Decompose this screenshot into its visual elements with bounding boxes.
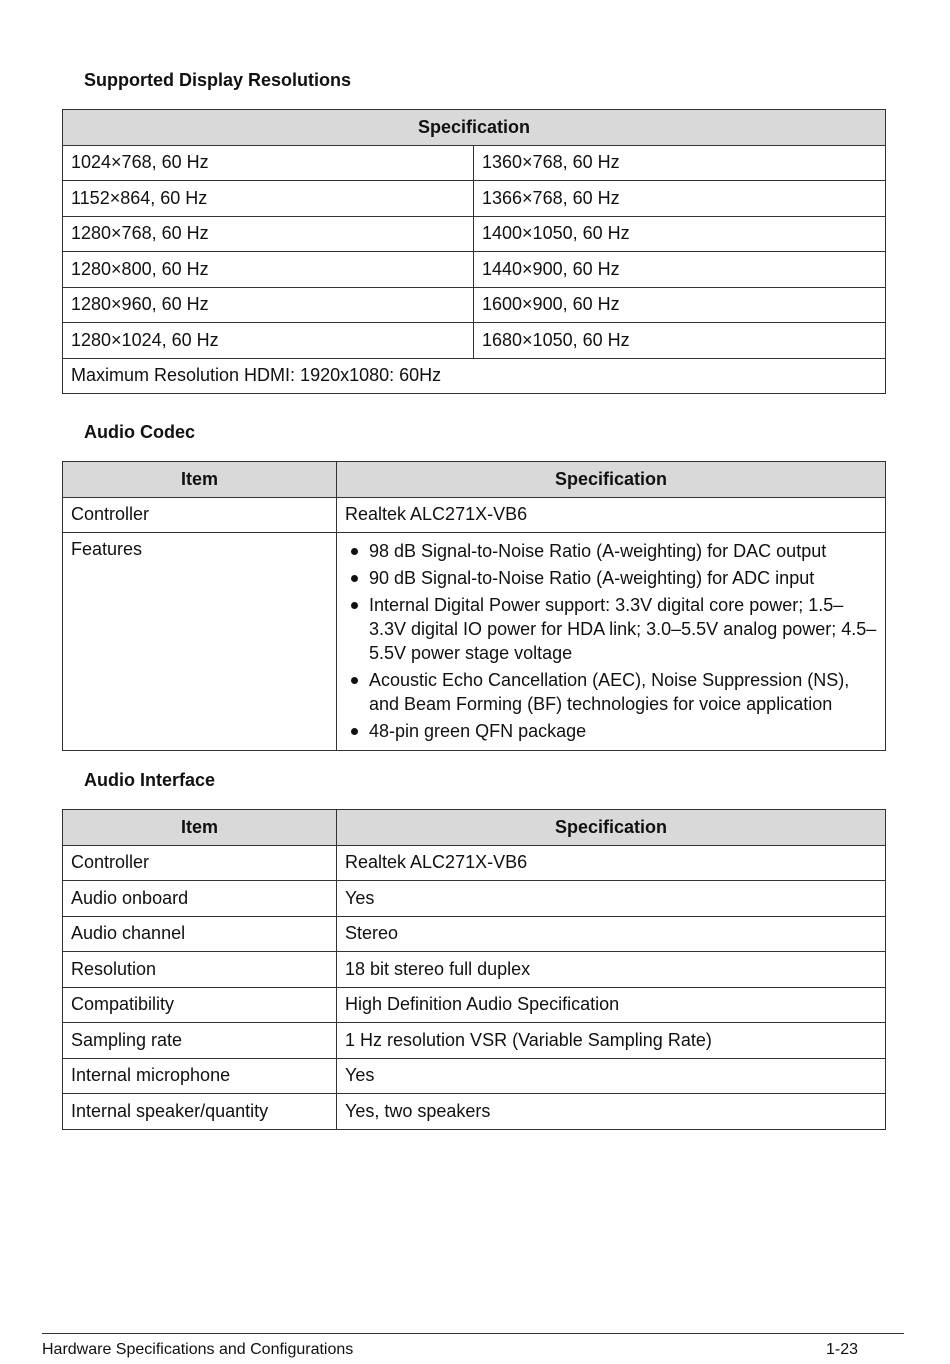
features-label-cell: Features [63, 533, 337, 751]
features-list-cell [337, 533, 886, 751]
table-cell: Controller [63, 845, 337, 881]
bullet-icon [351, 548, 358, 555]
table-cell: 1 Hz resolution VSR (Variable Sampling Rate) [337, 1023, 886, 1059]
table-cell: 1360×768, 60 Hz [474, 145, 886, 181]
list-item [345, 719, 877, 743]
table-cell: High Definition Audio Specification [337, 987, 886, 1023]
table-cell: Realtek ALC271X-VB6 [337, 845, 886, 881]
table-row [63, 952, 886, 988]
table-row [63, 358, 886, 394]
table-cell: Stereo [337, 916, 886, 952]
table-cell: Sampling rate [63, 1023, 337, 1059]
table-cell: 1280×768, 60 Hz [63, 216, 474, 252]
table-row [63, 1023, 886, 1059]
bullet-icon [351, 575, 358, 582]
table-cell: Compatibility [63, 987, 337, 1023]
column-header: Item [63, 462, 337, 498]
table-cell: 1280×960, 60 Hz [63, 287, 474, 323]
bullet-icon [351, 728, 358, 735]
bullet-icon [351, 677, 358, 684]
table-cell: Internal microphone [63, 1058, 337, 1094]
footer-section-title: Hardware Specifications and Configurations [42, 1341, 354, 1358]
table-row [63, 323, 886, 359]
table-cell: Yes, two speakers [337, 1094, 886, 1130]
table-cell: 1600×900, 60 Hz [474, 287, 886, 323]
table-row [63, 287, 886, 323]
table-cell: 1280×1024, 60 Hz [63, 323, 474, 359]
column-header: Specification [337, 810, 886, 846]
table-row [63, 881, 886, 917]
table-cell: 18 bit stereo full duplex [337, 952, 886, 988]
table-header-row [63, 810, 886, 846]
table-cell: Yes [337, 881, 886, 917]
table-cell: Audio channel [63, 916, 337, 952]
table-cell: 1152×864, 60 Hz [63, 181, 474, 217]
table-row [63, 533, 886, 751]
resolutions-table [62, 109, 886, 394]
list-item [345, 539, 877, 563]
table-cell: 1024×768, 60 Hz [63, 145, 474, 181]
audio-codec-title: Audio Codec [84, 422, 195, 442]
table-cell: 1440×900, 60 Hz [474, 252, 886, 288]
table-header-row [63, 462, 886, 498]
table-row [63, 1058, 886, 1094]
table-cell: Internal speaker/quantity [63, 1094, 337, 1130]
table-row [63, 987, 886, 1023]
table-row [63, 252, 886, 288]
feature-text: 90 dB Signal-to-Noise Ratio (A-weighting) for ADC input [369, 568, 815, 588]
resolutions-title: Supported Display Resolutions [84, 70, 352, 90]
table-cell: 1366×768, 60 Hz [474, 181, 886, 217]
audio-codec-table [62, 461, 886, 751]
table-cell: Realtek ALC271X-VB6 [337, 497, 886, 533]
list-item [345, 593, 877, 665]
column-header: Specification [337, 462, 886, 498]
list-item [345, 566, 877, 590]
table-row [63, 181, 886, 217]
feature-text: Acoustic Echo Cancellation (AEC), Noise Suppression (NS), and Beam Forming (BF) technologies for voice application [369, 670, 850, 714]
table-cell: 1280×800, 60 Hz [63, 252, 474, 288]
table-cell: Audio onboard [63, 881, 337, 917]
table-cell: Controller [63, 497, 337, 533]
column-header: Item [63, 810, 337, 846]
table-row [63, 216, 886, 252]
audio-interface-table [62, 809, 886, 1130]
table-cell: 1680×1050, 60 Hz [474, 323, 886, 359]
table-cell: Yes [337, 1058, 886, 1094]
page-number: 1-23 [826, 1341, 859, 1358]
max-resolution-cell: Maximum Resolution HDMI: 1920x1080: 60Hz [63, 358, 886, 394]
feature-text: Internal Digital Power support: 3.3V digital core power; 1.5–3.3V digital IO power for HDA link; 3.0–5.5V analog power; 4.5–5.5V power stage voltage [369, 595, 877, 663]
column-header: Specification [63, 110, 886, 146]
table-cell: 1400×1050, 60 Hz [474, 216, 886, 252]
bullet-icon [351, 602, 358, 609]
table-row [63, 497, 886, 533]
table-row [63, 145, 886, 181]
table-row [63, 845, 886, 881]
list-item [345, 668, 877, 716]
table-header-row [63, 110, 886, 146]
audio-interface-title: Audio Interface [84, 770, 216, 790]
features-list [345, 539, 877, 743]
table-row [63, 916, 886, 952]
footer-divider [42, 1333, 904, 1334]
table-row [63, 1094, 886, 1130]
table-cell: Resolution [63, 952, 337, 988]
feature-text: 98 dB Signal-to-Noise Ratio (A-weighting) for DAC output [369, 541, 827, 561]
feature-text: 48-pin green QFN package [369, 721, 587, 741]
